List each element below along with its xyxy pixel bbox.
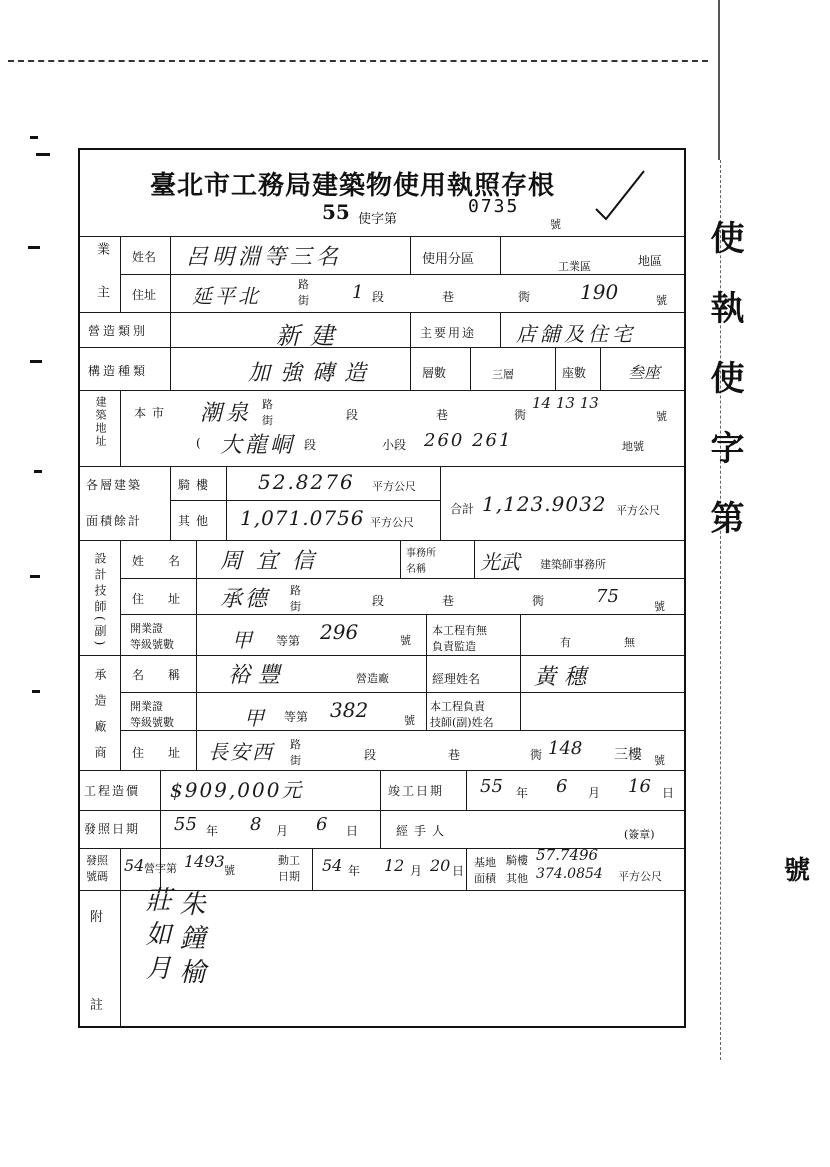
completion-d: 16	[628, 776, 651, 797]
notes-col-2: 朱鐘榆	[175, 890, 205, 992]
main-use-value: 店舖及住宅	[516, 322, 636, 346]
owner-addr-duan: 段	[372, 290, 385, 304]
total-label: 合計	[450, 502, 475, 516]
structure-value: 加強磚造	[248, 361, 377, 386]
owner-addr-road: 延平北	[192, 284, 261, 308]
designer-addr-hao: 號	[654, 600, 665, 613]
designer-addr-xiang: 巷	[442, 594, 455, 608]
base-unit: 平方公尺	[618, 870, 662, 883]
base-label-b: 面積	[474, 872, 496, 885]
main-use-label: 主要用途	[420, 326, 477, 340]
designer-addr-jie: 街	[290, 600, 301, 613]
designer-addr-duan: 段	[372, 594, 385, 608]
permit-prefix: 營字第	[144, 862, 177, 875]
contractor-license-hao: 號	[404, 714, 415, 727]
owner-name-label: 姓名	[132, 250, 157, 264]
use-zone-printed: 工業區	[558, 260, 591, 273]
issue-ri: 日	[346, 824, 359, 838]
contractor-addr-no: 148	[548, 738, 583, 759]
contractor-addr-floor: 三樓	[614, 747, 642, 763]
contractor-addr-lu: 路	[290, 738, 301, 751]
owner-addr-duan-value: 1	[352, 282, 364, 303]
start-ri: 日	[452, 864, 465, 878]
owner-label: 業主	[94, 242, 109, 328]
total-value: 1,123.9032	[482, 492, 607, 516]
site-subsec-label: 小段	[382, 438, 407, 452]
start-y: 54	[322, 856, 343, 875]
issue-nian: 年	[206, 824, 219, 838]
designer-license-hao: 號	[400, 634, 411, 647]
punch-mark	[30, 575, 40, 578]
site-hao: 號	[656, 410, 667, 423]
designer-license-grade: 甲	[232, 628, 252, 652]
area-label-1: 各層建築	[86, 478, 143, 492]
site-duan: 段	[346, 408, 359, 422]
tech-label-b: 技師(副)姓名	[430, 716, 494, 729]
contractor-addr-label: 住址	[132, 746, 205, 760]
completion-m: 6	[556, 776, 568, 797]
contractor-addr-jie: 街	[290, 754, 301, 767]
margin-stub-hao: 號	[784, 856, 811, 886]
punch-mark	[32, 690, 40, 693]
designer-name-value: 周宜信	[220, 549, 329, 574]
owner-name-value: 呂明淵等三名	[186, 245, 343, 270]
owner-addr-jie: 街	[298, 294, 309, 307]
manager-label: 經理姓名	[432, 672, 481, 686]
designer-addr-label: 住址	[132, 592, 205, 606]
cost-value: $909,000元	[170, 778, 304, 802]
designer-license-label-a: 開業證	[130, 622, 163, 635]
permit-no: 1493	[184, 852, 225, 871]
arcade-value: 52.8276	[258, 470, 355, 494]
completion-nian: 年	[516, 786, 529, 800]
site-city: 本市	[134, 406, 171, 420]
designer-license-label-b: 等級號數	[130, 638, 174, 651]
use-zone-label: 使用分區	[422, 252, 475, 267]
permit-label-a: 發照	[86, 854, 108, 867]
other-unit: 平方公尺	[370, 516, 414, 529]
site-xiang: 巷	[436, 408, 449, 422]
arcade-unit: 平方公尺	[372, 480, 416, 493]
site-road: 潮泉	[200, 401, 253, 426]
issue-d: 6	[316, 814, 328, 835]
scan-edge-top	[8, 60, 708, 66]
base-arcade-label: 騎樓	[506, 854, 528, 867]
sign-label: (簽章)	[624, 828, 655, 841]
designer-addr-no: 75	[596, 586, 619, 607]
serial-suffix: 號	[550, 218, 561, 231]
contractor-license-label-b: 等級號數	[130, 716, 174, 729]
permit-hao: 號	[224, 864, 235, 877]
completion-ri: 日	[662, 786, 675, 800]
owner-addr-hao: 號	[656, 294, 667, 307]
site-sec-value: 大龍峒	[220, 433, 296, 458]
start-m: 12	[384, 856, 405, 875]
site-no: 14 13 13	[532, 394, 599, 412]
site-jie: 街	[262, 414, 273, 427]
contractor-license-mid: 等第	[284, 710, 309, 724]
designer-addr-nong: 衖	[532, 594, 545, 608]
handler-label: 經手人	[396, 824, 451, 838]
issue-label: 發照日期	[84, 822, 141, 836]
punch-mark	[34, 470, 42, 473]
contractor-label: 承造廠商	[93, 668, 107, 772]
cost-label: 工程造價	[84, 784, 141, 798]
issue-m: 8	[250, 814, 262, 835]
blocks-label: 座數	[562, 366, 587, 380]
site-label: 建築地址	[94, 396, 107, 448]
margin-stub-chars: 使執使字第	[704, 220, 744, 570]
supervise-label-b: 負責監造	[432, 640, 476, 653]
other-value: 1,071.0756	[240, 506, 365, 530]
site-sec-label: 段	[304, 438, 317, 452]
issue-yue: 月	[276, 824, 289, 838]
contractor-license-label-a: 開業證	[130, 700, 163, 713]
designer-addr-value: 承德	[220, 587, 271, 612]
start-d: 20	[430, 856, 451, 875]
owner-addr-no: 190	[580, 280, 619, 304]
office-value: 光武	[480, 550, 520, 574]
office-suffix: 建築師事務所	[540, 558, 606, 571]
office-label-b: 名稱	[406, 564, 426, 575]
designer-label: 設計技師(副)	[93, 552, 107, 650]
start-label-a: 動工	[278, 854, 300, 867]
designer-addr-lu: 路	[290, 584, 301, 597]
start-label-b: 日期	[278, 870, 300, 883]
contractor-license-no: 382	[330, 698, 369, 722]
contractor-addr-duan: 段	[364, 748, 377, 762]
other-label: 其他	[178, 514, 215, 528]
site-sec-open: (	[196, 436, 201, 450]
form-title: 臺北市工務局建築物使用執照存根	[150, 171, 556, 201]
contractor-name-label: 名稱	[132, 668, 205, 682]
base-label-a: 基地	[474, 856, 496, 869]
office-label-a: 事務所	[406, 548, 436, 559]
punch-mark	[30, 360, 42, 363]
punch-mark	[30, 136, 38, 139]
build-type-value: 新建	[276, 322, 344, 350]
supervise-label-a: 本工程有無	[432, 624, 487, 637]
serial-number: 0735	[468, 196, 520, 217]
base-other-value: 374.0854	[536, 866, 603, 882]
tech-label-a: 本工程負責	[430, 700, 485, 713]
arcade-label: 騎樓	[178, 478, 215, 492]
designer-license-no: 296	[320, 620, 359, 644]
issue-y: 55	[174, 814, 197, 835]
completion-label: 竣工日期	[388, 784, 445, 798]
structure-label: 構造種類	[88, 364, 149, 378]
contractor-addr-hao: 號	[654, 754, 665, 767]
contractor-license-grade: 甲	[244, 706, 264, 730]
completion-y: 55	[480, 776, 503, 797]
punch-mark	[36, 153, 50, 156]
base-arcade-value: 57.7496	[536, 846, 599, 864]
floors-value: 三層	[492, 368, 514, 381]
owner-addr-nong: 衖	[518, 290, 531, 304]
start-nian: 年	[348, 864, 361, 878]
serial-prefix: 使字第	[358, 212, 398, 227]
contractor-addr-nong: 衖	[530, 748, 543, 762]
total-unit: 平方公尺	[616, 504, 660, 517]
site-lot-label: 地號	[622, 440, 644, 453]
permit-year: 54	[124, 856, 145, 875]
site-lot-value: 260 261	[424, 430, 513, 451]
blocks-value: 叁座	[628, 363, 661, 382]
scan-edge-right	[718, 0, 720, 160]
completion-yue: 月	[588, 786, 601, 800]
permit-label-b: 號碼	[86, 870, 108, 883]
contractor-factory-suffix: 營造廠	[356, 672, 389, 685]
serial-year: 55	[322, 200, 350, 224]
use-zone-suffix: 地區	[638, 254, 663, 268]
site-lu: 路	[262, 398, 273, 411]
build-type-label: 營造類別	[88, 324, 149, 338]
start-yue: 月	[410, 864, 423, 878]
base-other-label: 其他	[506, 872, 528, 885]
designer-name-label: 姓名	[132, 554, 205, 568]
notes-label-a: 附	[90, 910, 104, 925]
owner-addr-label: 住址	[132, 288, 157, 302]
floors-label: 層數	[422, 366, 447, 380]
site-nong: 衖	[514, 408, 527, 422]
supervise-wu: 無	[624, 636, 635, 649]
area-label-2: 面積餘計	[86, 514, 143, 528]
notes-col-1: 莊如月	[141, 886, 171, 988]
designer-license-mid: 等第	[276, 634, 301, 648]
margin-stub-text	[700, 220, 750, 570]
notes-label-b: 註	[90, 998, 104, 1013]
check-mark-icon	[590, 165, 650, 225]
punch-mark	[28, 246, 40, 249]
owner-addr-xiang: 巷	[442, 290, 455, 304]
owner-addr-lu: 路	[298, 278, 309, 291]
contractor-addr-xiang: 巷	[448, 748, 461, 762]
contractor-name-value: 裕豐	[228, 663, 289, 688]
supervise-you: 有	[560, 636, 571, 649]
manager-value: 黃穗	[534, 665, 595, 690]
contractor-addr-value: 長安西	[208, 740, 274, 764]
